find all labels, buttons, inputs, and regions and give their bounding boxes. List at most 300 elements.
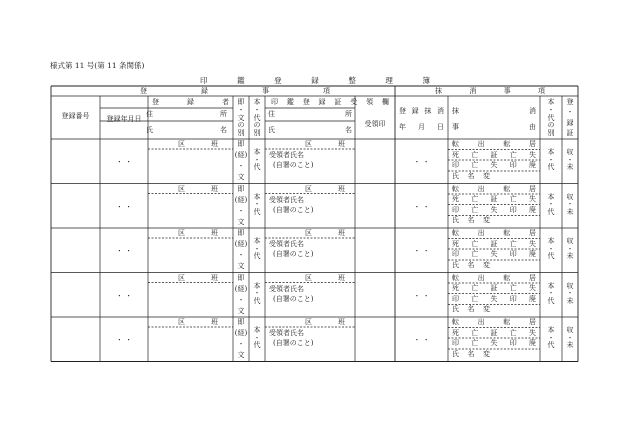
- spread-char: 名: [345, 126, 352, 134]
- column-char: 収: [566, 148, 574, 156]
- reason-char: 廃: [529, 161, 536, 169]
- cancel-reason-line: [452, 351, 490, 358]
- reason-char: 出: [477, 318, 485, 326]
- title-char: 登: [274, 76, 282, 85]
- spread-char: 鑑: [286, 98, 294, 106]
- column-char: ・: [566, 244, 574, 253]
- column-char: 本: [547, 192, 555, 201]
- cancel-reason-line: [452, 162, 536, 169]
- column-char: (経): [234, 240, 248, 248]
- cert-status-mark: [563, 149, 577, 171]
- recipient-name-label: 受領者氏名: [269, 284, 304, 293]
- cancellation-section-title: [435, 88, 545, 95]
- cert-status-mark: [563, 238, 577, 260]
- cancel-reason-header-a: 抹: [452, 107, 459, 115]
- column-char: 即: [237, 318, 245, 326]
- cancel-date-dots: ・ ・: [413, 291, 430, 300]
- column-char: 未: [566, 207, 574, 216]
- reason-char: 失: [529, 284, 536, 292]
- title-char: 鑑: [237, 76, 245, 85]
- type-mark: [234, 230, 248, 270]
- district-label: [178, 230, 218, 237]
- column-char: 代: [547, 296, 555, 305]
- column-char: ・: [253, 289, 261, 297]
- reason-char: 氏: [452, 260, 459, 269]
- cert-district-label: [305, 186, 345, 193]
- column-char: ・: [253, 155, 261, 164]
- spread-char: 区: [305, 273, 312, 282]
- address-header: [146, 111, 227, 118]
- type-column-header: [234, 99, 248, 137]
- reason-char: 転: [503, 229, 511, 237]
- reason-char: 氏: [452, 171, 459, 180]
- reason-char: 印: [509, 250, 517, 258]
- column-char: の: [253, 121, 261, 130]
- reason-char: 転: [452, 318, 459, 326]
- reason-char: 証: [490, 239, 498, 248]
- column-char: 収: [566, 237, 574, 245]
- column-char: ・: [566, 200, 574, 208]
- cancel-date-dots: ・ ・: [413, 158, 430, 166]
- column-char: 代: [253, 296, 261, 305]
- column-char: 代: [547, 163, 555, 171]
- column-char: 未: [566, 341, 574, 349]
- column-char: 本: [547, 148, 555, 156]
- column-char: 即: [237, 229, 245, 237]
- spread-char: 録: [187, 98, 194, 106]
- column-char: (経): [234, 151, 248, 159]
- cancel-agent-mark: [544, 149, 558, 171]
- spread-char: 登: [302, 98, 310, 106]
- reason-char: 死: [452, 284, 459, 292]
- reason-char: 証: [490, 328, 498, 337]
- reason-char: 居: [528, 229, 536, 237]
- registration-date-header: 登録年月日: [106, 115, 142, 123]
- spread-char: 所: [220, 110, 227, 118]
- spread-char: 抹: [424, 107, 432, 115]
- column-char: ・: [547, 244, 555, 253]
- spread-char: 抹: [435, 87, 442, 95]
- column-char: 文: [237, 306, 245, 315]
- column-char: の: [237, 121, 245, 130]
- cancel-reason-line: [452, 251, 536, 258]
- reason-char: 廃: [529, 250, 536, 258]
- signature-note: (自署のこと): [273, 294, 314, 303]
- column-char: ・: [547, 289, 555, 297]
- receipt-seal-header: 受領印: [364, 120, 386, 128]
- cancel-date-dots: ・ ・: [413, 202, 430, 211]
- signature-note: (自署のこと): [273, 161, 314, 169]
- column-char: 本: [253, 148, 261, 156]
- reason-char: 名: [467, 305, 475, 313]
- agent-mark: [250, 194, 264, 216]
- cancel-reason-line: [452, 196, 536, 203]
- spread-char: 班: [211, 184, 218, 193]
- spread-char: 登: [140, 87, 147, 95]
- reason-char: 亡: [471, 328, 479, 337]
- column-char: 代: [547, 252, 555, 260]
- spread-char: 項: [537, 87, 545, 95]
- signature-note: (自署のこと): [273, 339, 314, 347]
- cancel-reason-line: [452, 330, 536, 337]
- cancel-agent-mark: [544, 327, 558, 349]
- cancel-agent-mark: [544, 283, 558, 305]
- registration-section-title: [140, 88, 330, 95]
- reason-char: 失: [529, 195, 536, 203]
- cancel-reason-line: [452, 241, 536, 248]
- cert-district-label: [305, 275, 345, 282]
- cancel-reason-line: [452, 296, 536, 303]
- reason-char: 出: [477, 184, 485, 193]
- column-char: 代: [253, 207, 261, 216]
- column-char: 代: [253, 113, 261, 122]
- spread-char: 区: [305, 140, 312, 148]
- reason-char: 証: [490, 284, 498, 292]
- column-char: 本: [547, 98, 555, 106]
- reason-char: 変: [483, 349, 490, 358]
- cancel-agent-mark: [544, 194, 558, 216]
- reason-char: 氏: [452, 216, 459, 224]
- cancel-reason-line: [452, 262, 490, 269]
- cancel-reason-line: [452, 319, 536, 326]
- cancel-date-dots: ・ ・: [413, 336, 430, 344]
- column-char: 即: [237, 98, 245, 106]
- spread-char: 領: [366, 98, 374, 106]
- reason-char: 転: [503, 273, 511, 282]
- column-char: (経): [234, 284, 248, 293]
- spread-char: 班: [211, 318, 218, 326]
- column-char: 文: [237, 262, 245, 270]
- reason-char: 亡: [509, 239, 517, 248]
- column-char: 代: [253, 163, 261, 171]
- reason-char: 名: [467, 349, 475, 358]
- column-char: ・: [237, 251, 245, 259]
- column-char: 登: [566, 98, 574, 106]
- reason-char: 廃: [529, 205, 536, 214]
- reason-char: 印: [509, 205, 517, 214]
- spread-char: 区: [178, 140, 185, 148]
- column-char: 文: [237, 113, 245, 122]
- reason-char: 居: [528, 184, 536, 193]
- spread-char: 事: [262, 87, 269, 95]
- spread-char: 消: [469, 87, 477, 95]
- agent-mark: [250, 149, 264, 171]
- reason-char: 転: [452, 184, 459, 193]
- signature-note: (自署のこと): [273, 205, 314, 214]
- reason-char: 変: [483, 171, 490, 180]
- spread-char: 者: [222, 98, 229, 106]
- column-char: 文: [237, 351, 245, 359]
- cert-district-label: [305, 230, 345, 237]
- column-char: ・: [253, 244, 261, 253]
- spread-char: 日: [437, 123, 444, 131]
- column-char: 本: [253, 192, 261, 201]
- column-char: ・: [237, 340, 245, 348]
- cert-status-mark: [563, 194, 577, 216]
- reason-char: 失: [490, 205, 498, 214]
- column-char: 即: [237, 184, 245, 193]
- column-char: 本: [547, 281, 555, 290]
- reason-char: 変: [483, 216, 490, 224]
- reason-char: 亡: [471, 284, 479, 292]
- district-label: [178, 186, 218, 193]
- column-char: ・: [547, 333, 555, 342]
- cert-district-label: [305, 141, 345, 148]
- reason-char: 廃: [529, 339, 536, 347]
- cancel-reason-header-d: 由: [529, 123, 536, 131]
- spread-char: 区: [178, 184, 185, 193]
- column-char: ・: [547, 200, 555, 208]
- column-char: 収: [566, 326, 574, 334]
- spread-char: 録: [318, 98, 326, 106]
- spread-char: 欄: [381, 98, 389, 106]
- spread-char: 名: [220, 126, 227, 134]
- column-char: 本: [253, 281, 261, 290]
- column-char: 本: [547, 237, 555, 245]
- cancel-agent-mark: [544, 238, 558, 260]
- title-char: 整: [348, 76, 356, 85]
- reason-char: 印: [452, 339, 459, 347]
- column-char: 本: [253, 326, 261, 334]
- column-char: 別: [547, 129, 555, 137]
- column-char: 収: [566, 281, 574, 290]
- reason-char: 転: [503, 184, 511, 193]
- reason-char: 印: [452, 161, 459, 169]
- reason-char: 印: [509, 294, 517, 303]
- recipient-name-label: 受領者氏名: [269, 151, 304, 159]
- reason-char: 変: [483, 260, 490, 269]
- column-char: 代: [547, 341, 555, 349]
- cancel-reason-line: [452, 141, 536, 148]
- column-char: 代: [253, 341, 261, 349]
- registration-date-dots: ・ ・: [115, 202, 133, 211]
- reason-char: 転: [452, 273, 459, 282]
- cancel-reason-line: [452, 186, 536, 193]
- reason-char: 失: [490, 161, 498, 169]
- reason-char: 証: [490, 150, 498, 159]
- column-char: 即: [237, 140, 245, 148]
- column-char: (経): [234, 195, 248, 204]
- cancel-reason-line: [452, 285, 536, 292]
- agent-mark: [250, 238, 264, 260]
- reason-char: 失: [490, 294, 498, 303]
- column-char: 代: [547, 207, 555, 216]
- cert-status-mark: [563, 327, 577, 349]
- column-char: ・: [566, 333, 574, 342]
- column-char: 証: [566, 128, 574, 137]
- column-char: 別: [253, 129, 261, 137]
- spread-char: 氏: [146, 126, 153, 134]
- reason-char: 名: [467, 260, 475, 269]
- recipient-name-label: 受領者氏名: [269, 329, 304, 337]
- reason-char: 亡: [471, 161, 479, 169]
- column-char: 別: [237, 129, 245, 137]
- reason-char: 出: [477, 229, 485, 237]
- cancel-reason-line: [452, 230, 536, 237]
- column-char: ・: [237, 162, 245, 170]
- reason-char: 印: [509, 339, 517, 347]
- cancel-date-header-line1: [399, 108, 444, 115]
- column-char: 収: [566, 192, 574, 201]
- spread-char: 班: [211, 273, 218, 282]
- cancel-reason-line: [452, 207, 536, 214]
- reason-char: 転: [452, 140, 459, 148]
- reason-char: 死: [452, 195, 459, 203]
- column-char: ・: [547, 105, 555, 114]
- reason-char: 失: [490, 250, 498, 258]
- cancel-reason-line: [452, 217, 490, 224]
- reason-char: 印: [452, 294, 459, 303]
- spread-char: 登: [399, 107, 406, 115]
- column-char: ・: [237, 206, 245, 215]
- column-char: ・: [253, 105, 261, 114]
- reason-char: 変: [483, 305, 490, 313]
- reason-char: 氏: [452, 349, 459, 358]
- spread-char: 区: [178, 318, 185, 326]
- reason-char: 亡: [471, 294, 479, 303]
- agent-mark: [250, 283, 264, 305]
- reason-char: 出: [477, 140, 485, 148]
- reason-char: 亡: [471, 239, 479, 248]
- cancel-reason-header-b: 事: [452, 123, 459, 131]
- column-char: 代: [547, 113, 555, 122]
- reason-char: 亡: [509, 328, 517, 337]
- spread-char: 班: [338, 229, 345, 237]
- column-char: 未: [566, 296, 574, 305]
- reason-char: 失: [490, 339, 498, 347]
- cancel-date-header-line2: [399, 124, 444, 131]
- spread-char: 班: [338, 140, 345, 148]
- column-char: 録: [566, 118, 574, 127]
- reason-char: 氏: [452, 305, 459, 313]
- reason-char: 居: [528, 273, 536, 282]
- column-char: ・: [237, 105, 245, 114]
- column-char: (経): [234, 329, 248, 337]
- reason-char: 亡: [471, 250, 479, 258]
- column-char: ・: [253, 200, 261, 208]
- type-mark: [234, 186, 248, 226]
- spread-char: 班: [338, 318, 345, 326]
- cancel-agent-column-header: [544, 99, 558, 137]
- spread-char: 所: [345, 110, 352, 118]
- column-char: 本: [547, 326, 555, 334]
- reason-char: 証: [490, 195, 498, 203]
- spread-char: 区: [305, 229, 312, 237]
- column-char: 本: [253, 98, 261, 106]
- column-char: 文: [237, 217, 245, 226]
- spread-char: 録: [201, 87, 208, 95]
- spread-char: 住: [146, 110, 153, 118]
- spread-char: 年: [399, 123, 406, 131]
- title-char: 理: [385, 76, 393, 85]
- spread-char: 区: [178, 229, 185, 237]
- cert-status-column-header: [563, 99, 577, 137]
- column-char: ・: [566, 108, 574, 117]
- cancel-reason-line: [452, 173, 490, 180]
- spread-char: 区: [305, 184, 312, 193]
- column-char: の: [547, 121, 555, 130]
- spread-char: 住: [268, 110, 275, 118]
- column-char: 文: [237, 173, 245, 181]
- recipient-name-label: 受領者氏名: [269, 195, 304, 204]
- spread-char: 登: [152, 98, 159, 106]
- type-mark: [234, 319, 248, 359]
- spread-char: 班: [338, 184, 345, 193]
- reason-char: 失: [529, 328, 536, 337]
- type-mark: [234, 141, 248, 181]
- spread-char: 月: [418, 123, 425, 131]
- agent-column-header: [250, 99, 264, 137]
- spread-char: 印: [271, 98, 278, 106]
- cancel-date-dots: ・ ・: [413, 247, 430, 255]
- recipient-name-label: 受領者氏名: [269, 240, 304, 248]
- registration-date-dots: ・ ・: [115, 336, 133, 344]
- cert-receipt-header: [271, 99, 389, 106]
- form-number-label: 様式第 11 号(第 11 条関係): [50, 61, 145, 70]
- reason-char: 死: [452, 150, 459, 159]
- column-char: ・: [253, 333, 261, 342]
- reason-char: 居: [528, 318, 536, 326]
- reason-char: 印: [509, 161, 517, 169]
- registration-date-dots: ・ ・: [115, 158, 133, 166]
- spread-char: 班: [338, 273, 345, 282]
- reason-char: 亡: [509, 195, 517, 203]
- column-char: ・: [566, 289, 574, 297]
- spread-char: 受: [350, 98, 358, 106]
- reason-char: 転: [452, 229, 459, 237]
- registration-number-header: 登録番号: [61, 112, 90, 120]
- reason-char: 死: [452, 328, 459, 337]
- spread-char: 区: [305, 318, 312, 326]
- title-char: 録: [311, 76, 319, 85]
- column-char: 代: [253, 252, 261, 260]
- cert-district-label: [305, 319, 345, 326]
- cancel-reason-line: [452, 152, 536, 159]
- reason-char: 失: [529, 239, 536, 248]
- registration-date-dots: ・ ・: [115, 247, 133, 255]
- name-header: [146, 127, 227, 134]
- registration-date-dots: ・ ・: [115, 291, 133, 300]
- reason-char: 亡: [471, 339, 479, 347]
- spread-char: 氏: [268, 126, 275, 134]
- column-char: 未: [566, 252, 574, 260]
- column-char: 未: [566, 163, 574, 171]
- reason-char: 名: [467, 171, 475, 180]
- district-label: [178, 141, 218, 148]
- reason-char: 印: [452, 250, 459, 258]
- spread-char: 班: [211, 140, 218, 148]
- signature-note: (自署のこと): [273, 250, 314, 258]
- cancel-reason-header-c: 消: [529, 107, 536, 115]
- column-char: 即: [237, 273, 245, 282]
- reason-char: 転: [503, 140, 511, 148]
- cancel-reason-line: [452, 340, 536, 347]
- reason-char: 廃: [529, 294, 536, 303]
- column-char: 本: [253, 237, 261, 245]
- title-char: 簿: [422, 76, 430, 85]
- reason-char: 名: [467, 216, 475, 224]
- type-mark: [234, 275, 248, 315]
- cert-address-header: [268, 111, 352, 118]
- spread-char: 証: [334, 98, 342, 106]
- column-char: ・: [566, 155, 574, 164]
- column-char: ・: [237, 295, 245, 304]
- district-label: [178, 319, 218, 326]
- reason-char: 印: [452, 205, 459, 214]
- reason-char: 亡: [471, 205, 479, 214]
- reason-char: 失: [529, 150, 536, 159]
- spread-char: 事: [503, 87, 511, 95]
